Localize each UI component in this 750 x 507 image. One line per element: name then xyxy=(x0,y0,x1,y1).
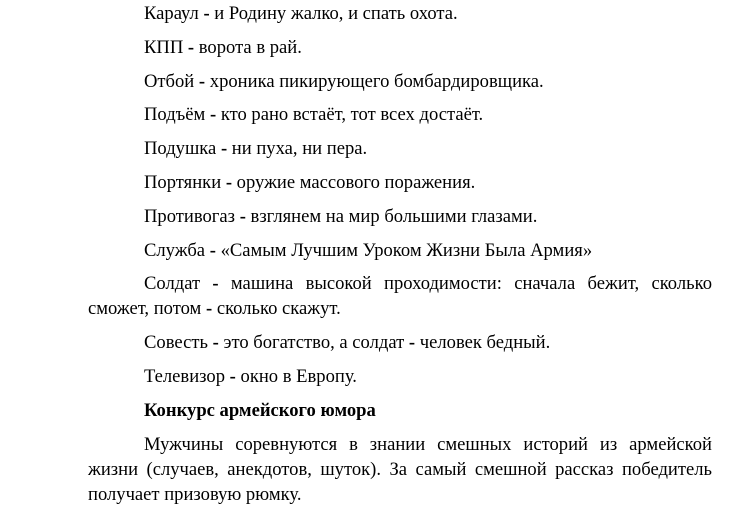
entry-term: Отбой xyxy=(144,70,195,92)
glossary-entry-protivogaz xyxy=(88,204,712,229)
entry-dash: - xyxy=(205,298,213,320)
entry-term: Подъём xyxy=(144,104,206,126)
entry-term: Телевизор xyxy=(144,365,225,387)
entry-dash: - xyxy=(203,3,210,24)
entry-dash: - xyxy=(212,273,219,295)
entry-definition: человек бедный. xyxy=(419,332,551,354)
entry-dash: - xyxy=(220,138,228,160)
entry-dash: - xyxy=(209,239,216,261)
entry-definition: сколько скажут. xyxy=(216,298,341,320)
glossary-entry-podushka xyxy=(88,136,712,161)
entry-term: Совесть xyxy=(144,332,208,354)
entry-definition: взглянем на мир большими глазами. xyxy=(250,205,538,227)
entry-definition: ворота в рай. xyxy=(198,36,302,58)
entry-definition: машина высокой проходимости: сначала бежит, сколько сможет, потом xyxy=(88,273,712,320)
entry-definition: оружие массового поражения. xyxy=(236,171,476,193)
entry-term: КПП xyxy=(144,36,184,58)
entry-dash: - xyxy=(212,332,219,354)
glossary-entry-soldat xyxy=(88,271,712,321)
entry-dash: - xyxy=(209,104,217,126)
entry-definition: кто рано встаёт, тот всех достаёт. xyxy=(220,104,484,126)
entry-dash: - xyxy=(229,365,236,387)
entry-definition: и Родину жалко, и спать охота. xyxy=(214,3,458,24)
section-heading: Конкурс армейского юмора xyxy=(144,399,376,421)
contest-description: Мужчины соревнуются в знании смешных историй из армейской жизни (случаев, анекдотов, шуток). За самый смешной рассказ победитель получает призовую рюмку. xyxy=(88,433,712,505)
entry-dash: - xyxy=(239,205,246,227)
entry-definition: ни пуха, ни пера. xyxy=(231,138,368,160)
glossary-entry-kpp xyxy=(88,35,712,60)
glossary-entry-podyom xyxy=(88,102,712,127)
entry-dash: - xyxy=(408,332,416,354)
entry-term: Служба xyxy=(144,239,206,261)
entry-definition: хроника пикирующего бомбардировщика. xyxy=(209,70,544,92)
entry-term: Солдат xyxy=(144,273,201,295)
entry-term: Противогаз xyxy=(144,205,236,227)
document-page xyxy=(88,0,712,507)
glossary-entry-sovest xyxy=(88,330,712,355)
entry-term: Караул xyxy=(144,3,199,24)
entry-dash: - xyxy=(187,36,195,58)
glossary-entry-televizor xyxy=(88,364,712,389)
entry-dash: - xyxy=(225,171,233,193)
entry-term: Подушка xyxy=(144,138,217,160)
entry-dash: - xyxy=(198,70,206,92)
glossary-entry-karaul xyxy=(88,1,712,26)
glossary-entry-portyanki xyxy=(88,170,712,195)
entry-term: Портянки xyxy=(144,171,222,193)
glossary-entry-sluzhba xyxy=(88,238,712,263)
entry-definition: «Самым Лучшим Уроком Жизни Была Армия» xyxy=(220,239,593,261)
entry-definition: окно в Европу. xyxy=(240,365,357,387)
glossary-entry-otboy xyxy=(88,69,712,94)
entry-definition: это богатство, а солдат xyxy=(223,332,405,354)
